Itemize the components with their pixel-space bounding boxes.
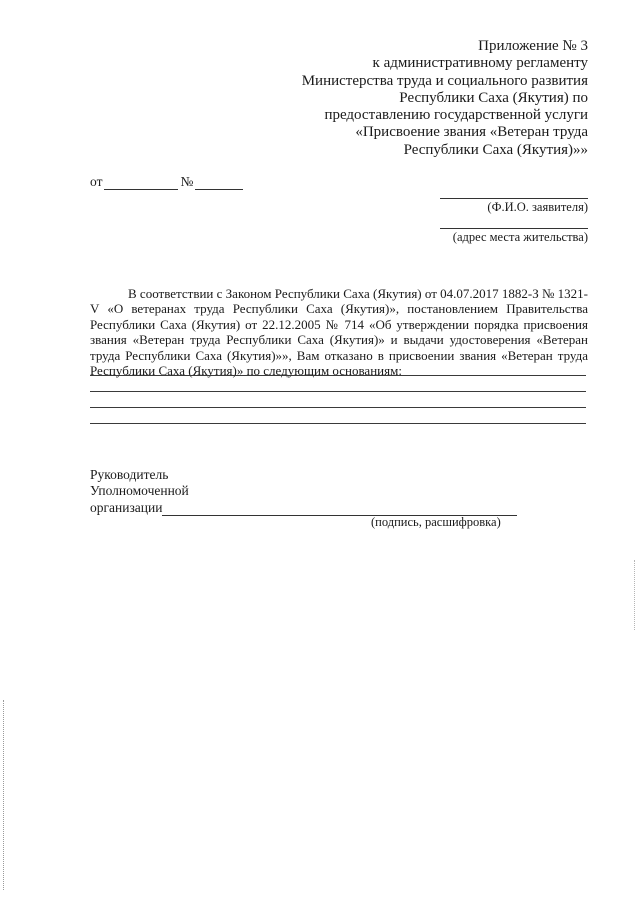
paragraph-line: труда Республики Саха (Якутия)»», Вам отказано в присвоении звания «Ветеран труда [90,347,588,363]
header-line: Министерства труда и социального развития [301,72,588,89]
scan-edge-artifact [634,560,636,630]
signature-caption: (подпись, расшифровка) [371,515,501,529]
date-number-line [90,174,245,190]
applicant-name-caption: (Ф.И.О. заявителя) [487,200,588,214]
header-line: к административному регламенту [372,55,588,72]
signature-block [90,467,517,516]
number-sign: № [180,174,194,189]
date-prefix: от [90,174,103,189]
paragraph-line: Республики Саха (Якутия) от 22.12.2005 № 714 «Об утверждении порядка присвоения [90,316,588,332]
applicant-address-caption: (адрес места жительства) [452,230,588,244]
signatory-title-line: Уполномоченной [90,483,189,499]
number-blank[interactable] [195,176,243,190]
signature-row [90,500,517,516]
header-line: «Присвоение звания «Ветеран труда [355,124,588,141]
signatory-title-line: Руководитель [90,467,169,482]
date-blank[interactable] [104,176,178,190]
paragraph-line: звания «Ветеран труда Республики Саха (Якутия)» и выдачи удостоверения «Ветеран [90,332,588,348]
header-line: предоставлению государственной услуги [324,107,588,124]
scan-edge-artifact [3,700,5,890]
reasons-blank-lines [90,375,586,439]
paragraph-line: V «О ветеранах труда Республики Саха (Якутия)», постановлением Правительства [90,301,588,317]
applicant-address-block [438,228,588,245]
paragraph-line: В соответствии с Законом Республики Саха (Якутия) от 04.07.2017 1882-З № 1321- [128,286,588,301]
signatory-title-line: организации [90,499,163,515]
header-line: Республики Саха (Якутия)»» [403,141,588,158]
refusal-paragraph [90,286,588,378]
appendix-header [248,38,588,159]
reason-line[interactable] [90,407,586,423]
reason-line[interactable] [90,391,586,407]
reason-line[interactable] [90,423,586,439]
reason-line[interactable] [90,375,586,391]
applicant-name-block [438,198,588,215]
header-line: Республики Саха (Якутия) по [399,89,588,106]
paragraph-line: Республики Саха (Якутия)» по следующим основаниям: [90,363,402,379]
header-line: Приложение № 3 [478,38,588,54]
